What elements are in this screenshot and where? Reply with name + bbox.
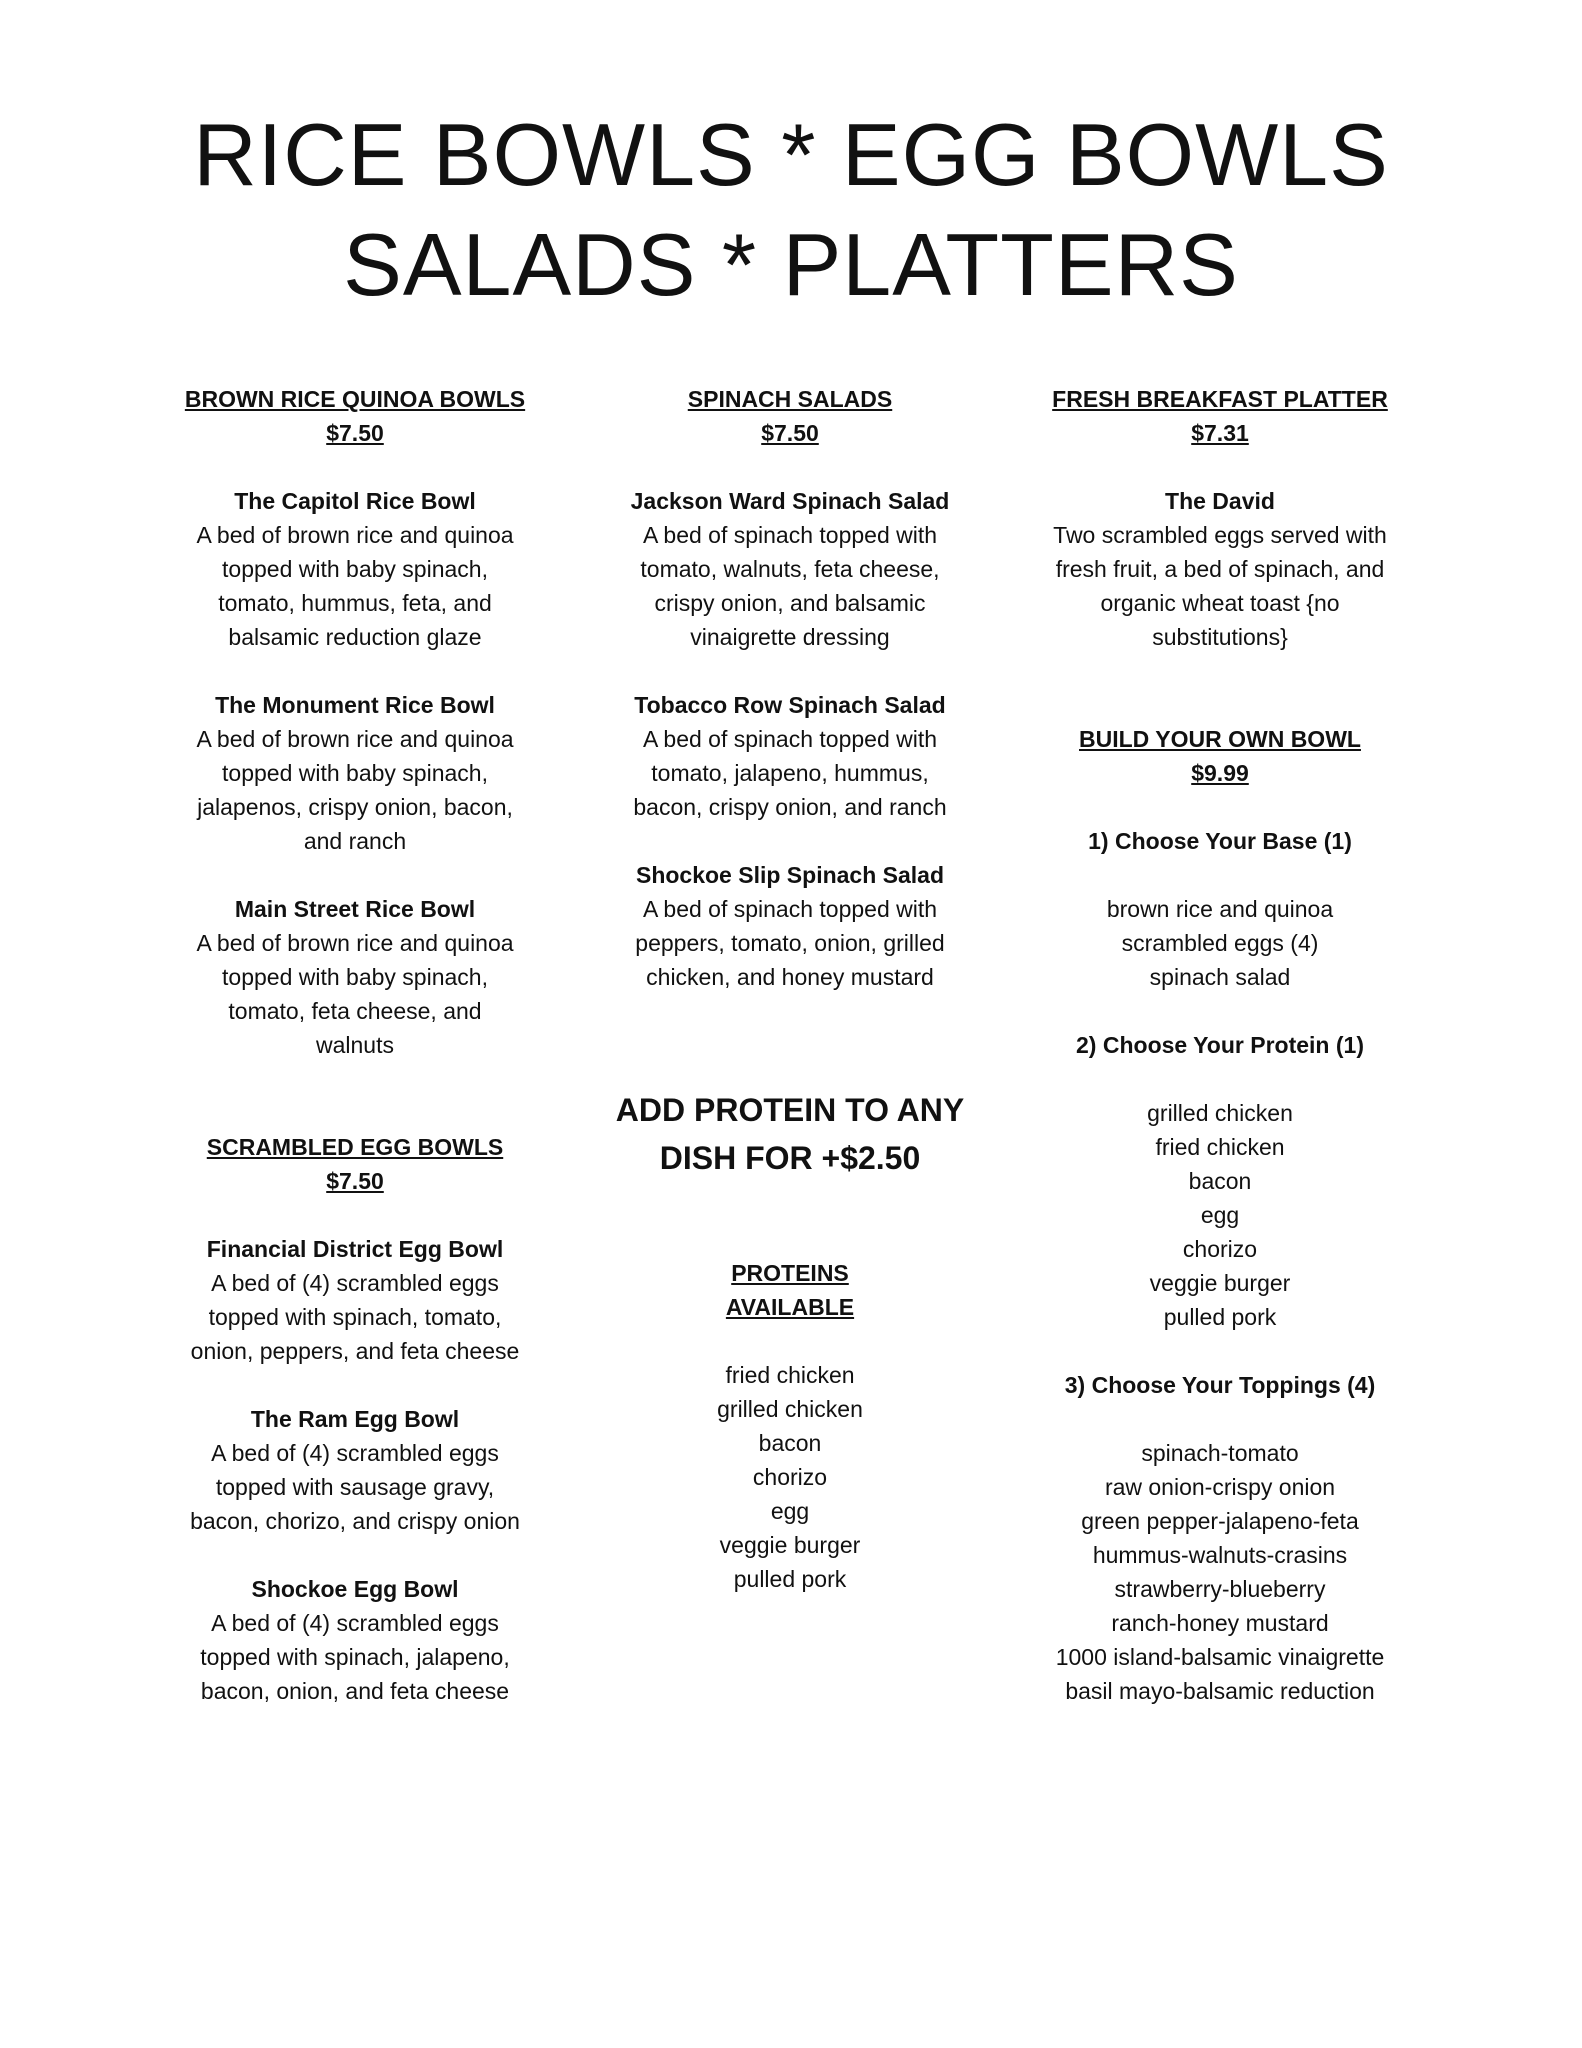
menu-item-desc: onion, peppers, and feta cheese [190, 1338, 520, 1364]
menu-item-name: The Ram Egg Bowl [250, 1406, 460, 1432]
menu-item-desc: balsamic reduction glaze [228, 624, 482, 650]
build-option: egg [1200, 1202, 1240, 1228]
menu-item-desc: fresh fruit, a bed of spinach, and [1055, 556, 1385, 582]
section-header-salads: SPINACH SALADS [687, 386, 893, 412]
build-step-label: 2) Choose Your Protein (1) [1076, 1032, 1364, 1058]
build-option: raw onion-crispy onion [1104, 1474, 1336, 1500]
section-header-platter: FRESH BREAKFAST PLATTER [1052, 386, 1388, 412]
build-option: grilled chicken [1147, 1100, 1293, 1126]
section-price-platter: $7.31 [1191, 420, 1249, 446]
build-option: strawberry-blueberry [1114, 1576, 1326, 1602]
menu-item-desc: bacon, onion, and feta cheese [200, 1678, 510, 1704]
menu-title-line-1: RICE BOWLS * EGG BOWLS [193, 105, 1389, 204]
section-price-salads: $7.50 [761, 420, 819, 446]
build-option: spinach salad [1149, 964, 1291, 990]
menu-item-name: The Monument Rice Bowl [215, 692, 495, 718]
section-header-build: BUILD YOUR OWN BOWL [1079, 726, 1361, 752]
build-option: spinach-tomato [1141, 1440, 1299, 1466]
menu-item-name: Main Street Rice Bowl [234, 896, 476, 922]
menu-item-desc: walnuts [316, 1032, 394, 1058]
add-protein-promo-line-2: DISH FOR +$2.50 [659, 1140, 921, 1176]
menu-item-desc: A bed of (4) scrambled eggs [211, 1610, 499, 1636]
build-option: fried chicken [1155, 1134, 1285, 1160]
column-platter-build [1010, 382, 1430, 1708]
protein-option: egg [770, 1498, 810, 1524]
menu-item-desc: and ranch [303, 828, 407, 854]
build-option: basil mayo-balsamic reduction [1065, 1678, 1375, 1704]
menu-item-desc: Two scrambled eggs served with [1053, 522, 1387, 548]
menu-item-desc: topped with sausage gravy, [215, 1474, 495, 1500]
protein-option: pulled pork [733, 1566, 847, 1592]
menu-item-desc: A bed of brown rice and quinoa [196, 930, 514, 956]
menu-item-desc: topped with spinach, tomato, [208, 1304, 502, 1330]
protein-option: chorizo [752, 1464, 828, 1490]
protein-option: grilled chicken [717, 1396, 863, 1422]
menu-item-desc: crispy onion, and balsamic [654, 590, 926, 616]
build-option: ranch-honey mustard [1111, 1610, 1329, 1636]
menu-item-desc: tomato, walnuts, feta cheese, [640, 556, 940, 582]
menu-item-desc: substitutions} [1152, 624, 1288, 650]
menu-item-desc: organic wheat toast {no [1100, 590, 1340, 616]
menu-item-name: Shockoe Slip Spinach Salad [635, 862, 945, 888]
build-option: brown rice and quinoa [1106, 896, 1334, 922]
build-option: veggie burger [1149, 1270, 1291, 1296]
menu-item-name: The David [1165, 488, 1275, 514]
menu-item-desc: A bed of brown rice and quinoa [196, 726, 514, 752]
menu-item-desc: A bed of (4) scrambled eggs [211, 1440, 499, 1466]
menu-item-desc: vinaigrette dressing [690, 624, 890, 650]
menu-item-desc: A bed of spinach topped with [642, 522, 938, 548]
build-step-label: 1) Choose Your Base (1) [1088, 828, 1352, 854]
menu-item-desc: bacon, crispy onion, and ranch [633, 794, 947, 820]
menu-item-desc: A bed of (4) scrambled eggs [211, 1270, 499, 1296]
menu-item-name: The Capitol Rice Bowl [234, 488, 476, 514]
build-option: scrambled eggs (4) [1121, 930, 1319, 956]
column-salads-proteins [580, 382, 1000, 1596]
section-header-egg-bowls: SCRAMBLED EGG BOWLS [206, 1134, 504, 1160]
build-option: green pepper-jalapeno-feta [1081, 1508, 1359, 1534]
build-option: chorizo [1182, 1236, 1258, 1262]
menu-item-desc: topped with baby spinach, [222, 964, 488, 990]
build-option: hummus-walnuts-crasins [1092, 1542, 1348, 1568]
menu-item-desc: A bed of spinach topped with [642, 726, 938, 752]
menu-item-name: Financial District Egg Bowl [206, 1236, 504, 1262]
menu-item-desc: A bed of spinach topped with [642, 896, 938, 922]
menu-title-line-2: SALADS * PLATTERS [343, 215, 1239, 314]
column-rice-egg-bowls [150, 382, 560, 1708]
build-option: 1000 island-balsamic vinaigrette [1055, 1644, 1385, 1670]
build-option: pulled pork [1163, 1304, 1277, 1330]
section-price-egg-bowls: $7.50 [326, 1168, 384, 1194]
menu-item-desc: tomato, feta cheese, and [228, 998, 482, 1024]
menu-item-name: Jackson Ward Spinach Salad [630, 488, 950, 514]
add-protein-promo-line-1: ADD PROTEIN TO ANY [615, 1092, 965, 1128]
build-option: bacon [1188, 1168, 1252, 1194]
menu-item-desc: peppers, tomato, onion, grilled [635, 930, 945, 956]
protein-option: bacon [758, 1430, 822, 1456]
section-header-proteins-2: AVAILABLE [725, 1294, 855, 1320]
protein-option: fried chicken [725, 1362, 855, 1388]
menu-item-desc: tomato, jalapeno, hummus, [651, 760, 929, 786]
menu-item-name: Shockoe Egg Bowl [251, 1576, 459, 1602]
protein-option: veggie burger [719, 1532, 861, 1558]
menu-item-desc: chicken, and honey mustard [646, 964, 934, 990]
menu-item-desc: topped with spinach, jalapeno, [200, 1644, 510, 1670]
section-header-rice-bowls: BROWN RICE QUINOA BOWLS [184, 386, 526, 412]
menu-item-desc: topped with baby spinach, [222, 760, 488, 786]
section-price-rice-bowls: $7.50 [326, 420, 384, 446]
menu-item-desc: tomato, hummus, feta, and [218, 590, 492, 616]
menu-item-desc: bacon, chorizo, and crispy onion [190, 1508, 520, 1534]
menu-item-desc: topped with baby spinach, [222, 556, 488, 582]
section-header-proteins: PROTEINS [731, 1260, 849, 1286]
menu-item-name: Tobacco Row Spinach Salad [634, 692, 946, 718]
build-step-label: 3) Choose Your Toppings (4) [1064, 1372, 1376, 1398]
section-price-build: $9.99 [1191, 760, 1249, 786]
menu-item-desc: A bed of brown rice and quinoa [196, 522, 514, 548]
menu-item-desc: jalapenos, crispy onion, bacon, [197, 794, 513, 820]
